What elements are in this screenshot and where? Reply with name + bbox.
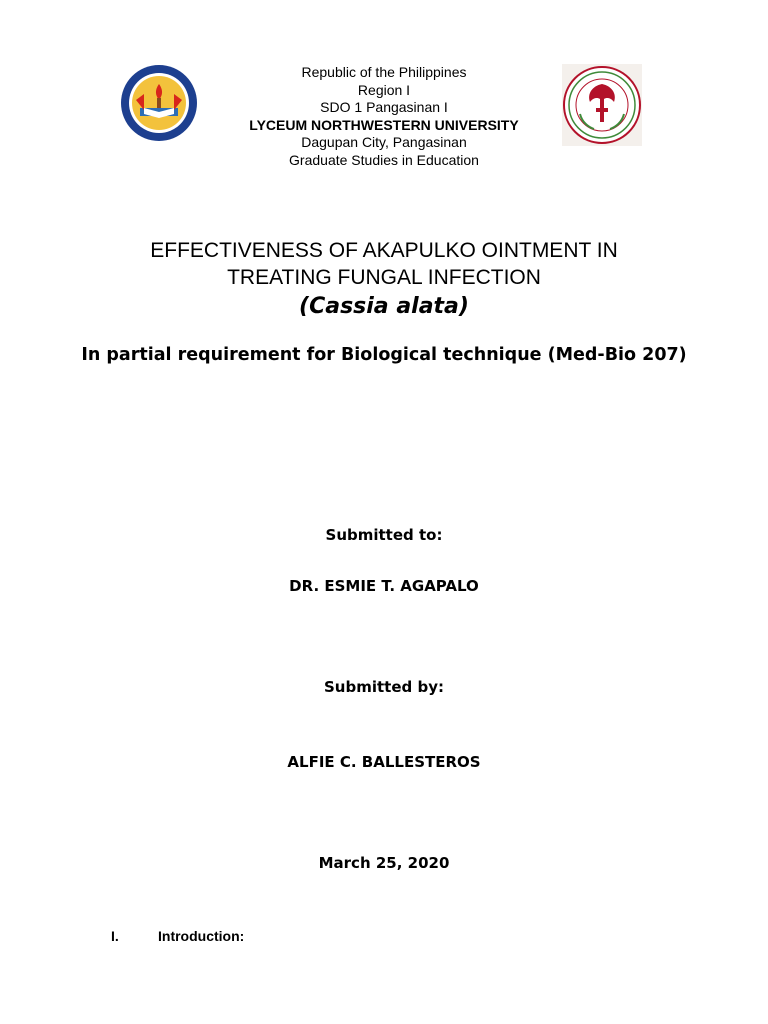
letterhead-program: Graduate Studies in Education: [289, 151, 479, 168]
letterhead-region: Region I: [357, 81, 411, 98]
letterhead-division: SDO 1 Pangasinan I: [320, 99, 448, 115]
document-title: [84, 237, 684, 291]
submitted-to-name: DR. ESMIE T. AGAPALO: [289, 577, 479, 595]
section-heading: Introduction:: [158, 928, 245, 944]
requirement-statement: In partial requirement for Biological technique (Med-Bio 207): [81, 345, 687, 365]
letterhead-university: LYCEUM NORTHWESTERN UNIVERSITY: [249, 116, 519, 133]
submitted-to-label: Submitted to:: [325, 526, 443, 544]
document-title-line1: EFFECTIVENESS OF AKAPULKO OINTMENT IN: [150, 239, 618, 262]
letterhead-country: Republic of the Philippines: [301, 64, 467, 80]
letterhead-city: Dagupan City, Pangasinan: [301, 134, 467, 150]
submission-date: March 25, 2020: [318, 854, 450, 872]
submitted-by-name: ALFIE C. BALLESTEROS: [287, 753, 481, 771]
section-number: I.: [111, 928, 119, 944]
scientific-name: (Cassia alata): [299, 294, 469, 319]
document-title-line2: TREATING FUNGAL INFECTION: [227, 266, 541, 289]
submitted-by-label: Submitted by:: [324, 678, 444, 696]
letterhead: [184, 64, 584, 169]
